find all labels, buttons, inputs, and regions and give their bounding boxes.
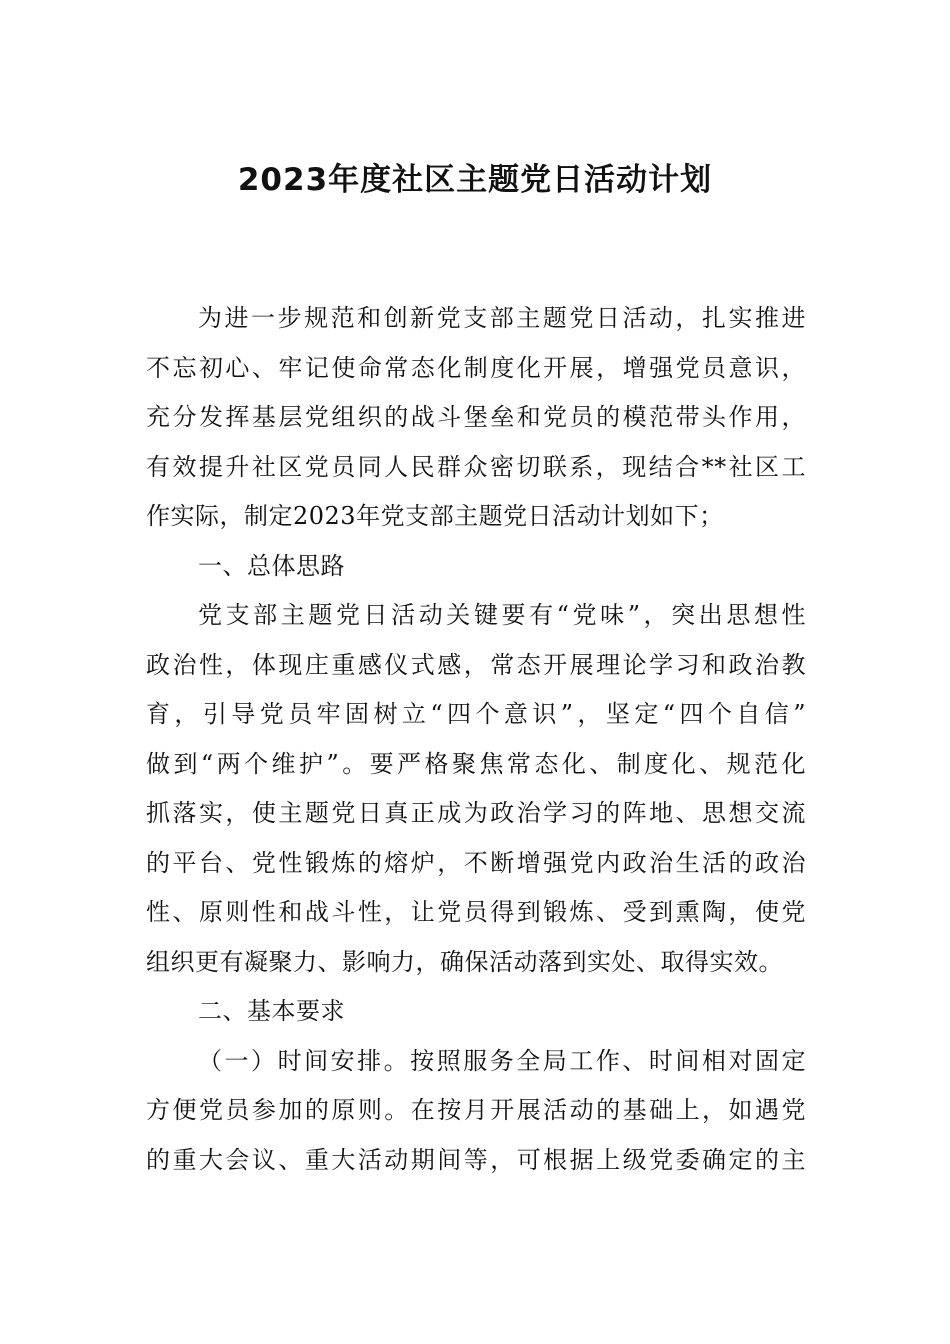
text-line: 为进一步规范和创新党支部主题党日活动，扎实推进: [198, 304, 806, 332]
document-body: [146, 294, 806, 1185]
text-line: 充分发挥基层党组织的战斗堡垒和党员的模范带头作用，: [146, 403, 806, 431]
text-line: 一、总体思路: [198, 551, 345, 580]
text-line: 二、基本要求: [198, 997, 345, 1025]
text-line: 育，引导党员牢固树立“四个意识”，坚定“四个自信”: [146, 700, 806, 728]
text-line: 有效提升社区党员同人民群众密切联系，现结合**社区工: [146, 452, 806, 481]
text-line: 党支部主题党日活动关键要有“党味”，突出思想性: [198, 601, 806, 629]
text-line: 组织更有凝聚力、影响力，确保活动落到实处、取得实效。: [146, 947, 783, 976]
text-line: （一）时间安排。按照服务全局工作、时间相对固定: [198, 1046, 806, 1075]
page-title: 2023年度社区主题党日活动计划: [237, 162, 713, 198]
text-line: 性、原则性和战斗性，让党员得到锻炼、受到熏陶，使党: [146, 898, 806, 926]
text-line: 作实际，制定2023年党支部主题党日活动计划如下；: [146, 502, 724, 530]
text-line: 的重大会议、重大活动期间等，可根据上级党委确定的主: [146, 1145, 806, 1174]
text-line: 方便党员参加的原则。在按月开展活动的基础上，如遇党: [146, 1096, 806, 1124]
text-line: 政治性，体现庄重感仪式感，常态开展理论学习和政治教: [146, 650, 806, 679]
text-line: 不忘初心、牢记使命常态化制度化开展，增强党员意识，: [146, 353, 806, 382]
text-line: 的平台、党性锻炼的熔炉，不断增强党内政治生活的政治: [146, 848, 806, 877]
text-line: 抓落实，使主题党日真正成为政治学习的阵地、思想交流: [146, 799, 806, 827]
text-line: 做到“两个维护”。要严格聚焦常态化、制度化、规范化: [146, 749, 806, 778]
